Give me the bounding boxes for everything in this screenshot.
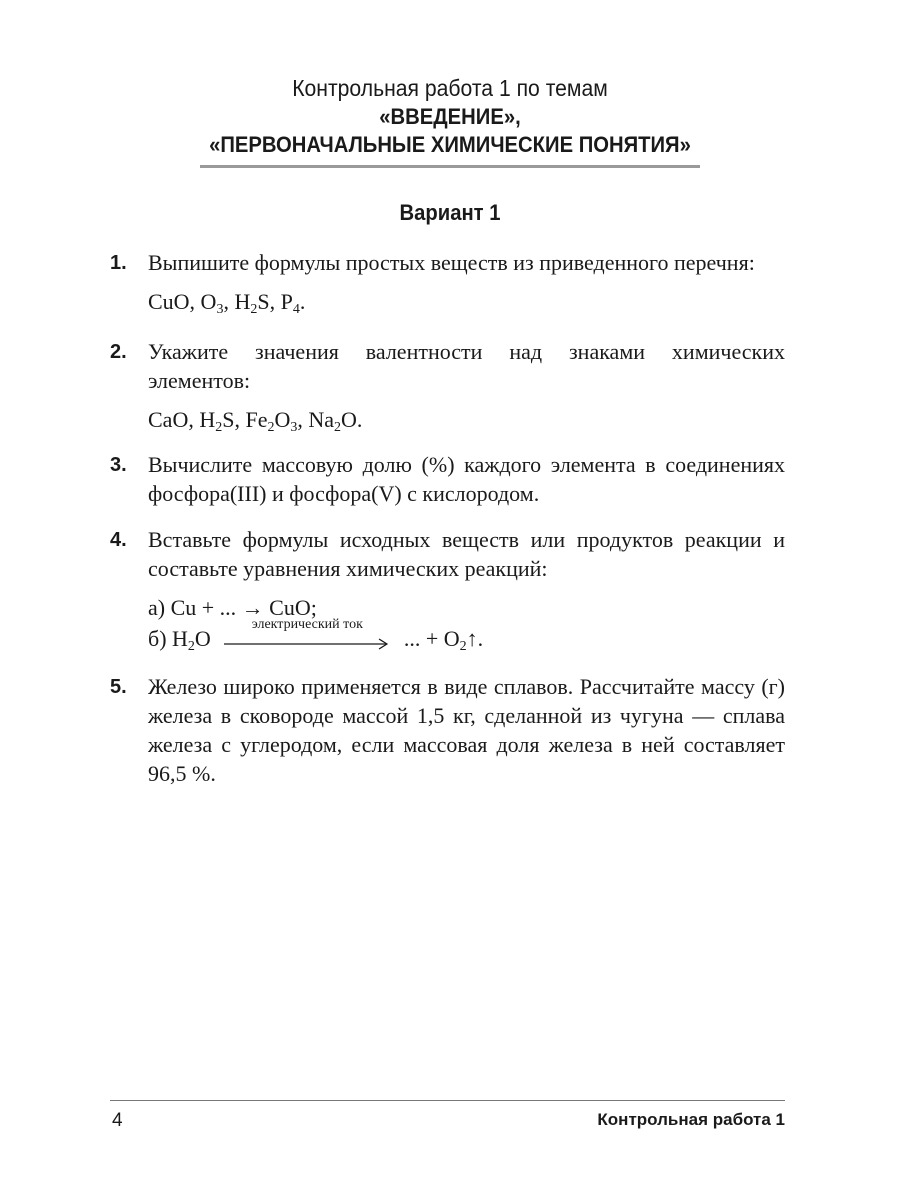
task-text: Железо широко применяется в виде сплавов. Рассчитайте массу (г) железа в сковороде массой 1,5 кг, сделанной из чугуна — сплава железа с углеродом, если массовая доля железа в ней составляет 96,5 %. — [148, 674, 785, 786]
reaction-b: б) $H_2O$ электрический ток ... + $O_2↑$. — [148, 616, 484, 654]
task-3 — [110, 450, 785, 508]
footer-title: Контрольная работа 1 — [597, 1110, 785, 1129]
header-line-2: «ВВЕДЕНИЕ», — [379, 104, 521, 129]
task-2 — [110, 337, 785, 434]
header-line-1: Контрольная работа 1 по темам — [292, 75, 608, 101]
task-4 — [110, 525, 785, 653]
arrow-label: электрический ток — [251, 616, 363, 632]
task-formula: CaO, $H_2S$, $Fe_2O_3$, $Na_2O$. — [148, 407, 363, 435]
task-formula: CuO, $O_3$, $H_2S$, $P_4$. — [148, 289, 306, 317]
task-text: Укажите значения валентности над знаками химических элементов: — [148, 339, 785, 393]
task-number: 3. — [110, 454, 127, 476]
task-text: Выпишите формулы простых веществ из приведенного перечня: — [148, 250, 755, 275]
task-5 — [110, 672, 785, 788]
task-1 — [110, 248, 785, 316]
page-number: 4 — [112, 1110, 123, 1131]
task-number: 1. — [110, 252, 127, 274]
task-number: 5. — [110, 676, 127, 698]
footer-divider — [110, 1100, 785, 1101]
reaction-arrow — [222, 616, 392, 652]
task-number: 4. — [110, 529, 127, 551]
task-text: Вставьте формулы исходных веществ или продуктов реакции и составьте уравнения химических реакций: — [148, 527, 785, 581]
header-divider — [200, 165, 700, 168]
task-number: 2. — [110, 341, 127, 363]
variant-title: Вариант 1 — [399, 200, 501, 225]
page-header — [0, 74, 900, 159]
task-text: Вычислите массовую долю (%) каждого элемента в соединениях фосфора(III) и фосфора(V) с кислородом. — [148, 452, 785, 506]
reaction-b-prefix: б) H — [148, 626, 188, 651]
header-line-3: «ПЕРВОНАЧАЛЬНЫЕ ХИМИЧЕСКИЕ ПОНЯТИЯ» — [209, 132, 691, 157]
right-arrow-icon — [222, 638, 392, 650]
reaction-a: а) Cu + ... → CuO; — [148, 595, 317, 620]
